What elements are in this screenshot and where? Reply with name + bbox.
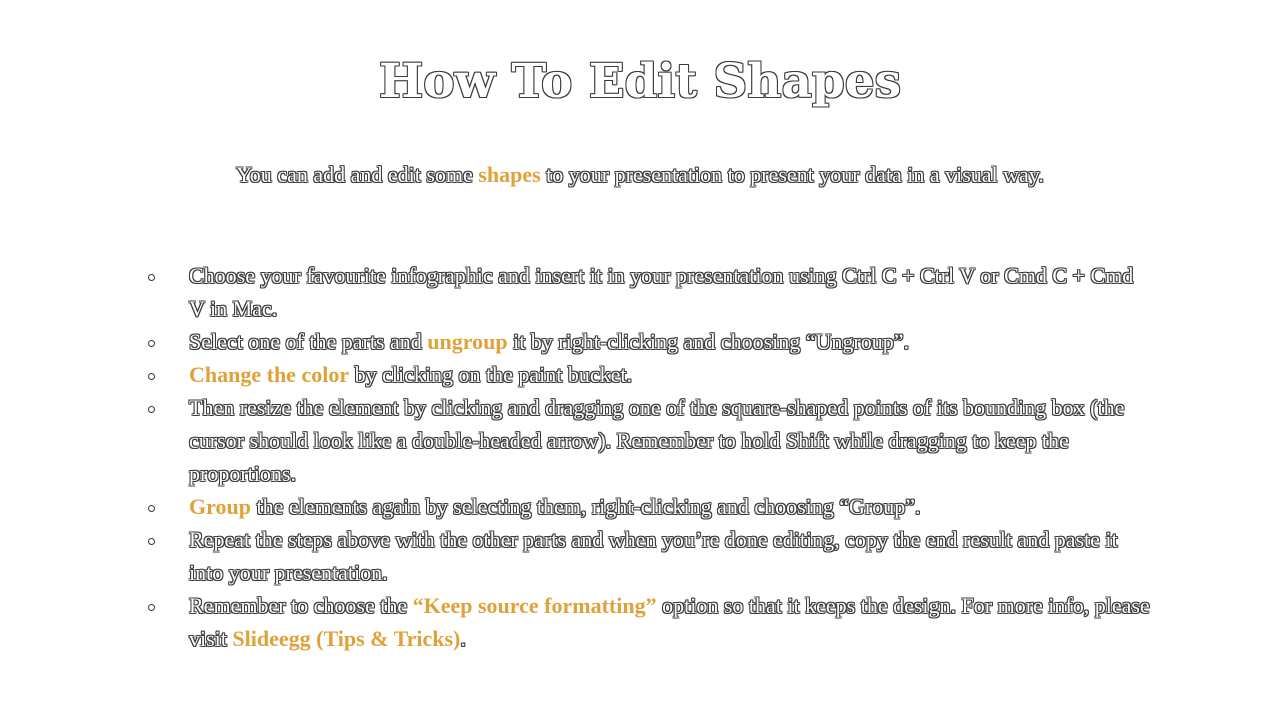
instructions-list: [140, 259, 1150, 655]
page-title: How To Edit Shapes: [378, 54, 902, 109]
instruction-text: Select one of the parts and: [189, 329, 428, 354]
bullet-dot-icon: [148, 340, 155, 347]
instruction-text: Choose your favourite infographic and insert it in your presentation using Ctrl C + Ctrl V or Cmd C + Cmd V in Mac.: [189, 263, 1134, 321]
instruction-highlight: Change the color: [189, 362, 350, 387]
instruction-text: by clicking on the paint bucket.: [349, 362, 632, 387]
bullet-dot-icon: [148, 373, 155, 380]
bullet-dot-icon: [148, 406, 155, 413]
instruction-text: the elements again by selecting them, right-clicking and choosing “Group”.: [250, 494, 921, 519]
bullet-dot-icon: [148, 604, 155, 611]
intro-text-start: You can add and edit some: [236, 162, 479, 187]
instruction-item: [140, 259, 1150, 325]
bullet-dot-icon: [148, 505, 155, 512]
instruction-text: Remember to choose the: [189, 593, 413, 618]
instruction-item: [140, 589, 1150, 655]
instruction-item: [140, 490, 1150, 523]
instruction-highlight: Slideegg (Tips & Tricks): [232, 626, 461, 651]
intro-text: [0, 160, 1280, 190]
instruction-item: [140, 358, 1150, 391]
instruction-text: Repeat the steps above with the other parts and when you’re done editing, copy the end result and paste it into your presentation.: [189, 527, 1118, 585]
intro-highlight-shapes: shapes: [478, 162, 541, 187]
instruction-item: [140, 391, 1150, 490]
bullet-dot-icon: [148, 538, 155, 545]
instruction-highlight: ungroup: [427, 329, 508, 354]
intro-text-end: to your presentation to present your data in a visual way.: [540, 162, 1044, 187]
instruction-text: option so that it keeps the design. For more info, please visit: [189, 593, 1150, 651]
instruction-highlight: “Keep source formatting”: [412, 593, 657, 618]
instruction-item: [140, 523, 1150, 589]
instruction-text: .: [460, 626, 466, 651]
instruction-text: it by right-clicking and choosing “Ungroup”.: [507, 329, 909, 354]
instruction-text: Then resize the element by clicking and dragging one of the square-shaped points of its bounding box (the cursor should look like a double-headed arrow). Remember to hold Shift while dragging to keep the proportions.: [189, 395, 1125, 486]
instruction-highlight: Group: [189, 494, 251, 519]
instruction-item: [140, 325, 1150, 358]
bullet-dot-icon: [148, 274, 155, 281]
